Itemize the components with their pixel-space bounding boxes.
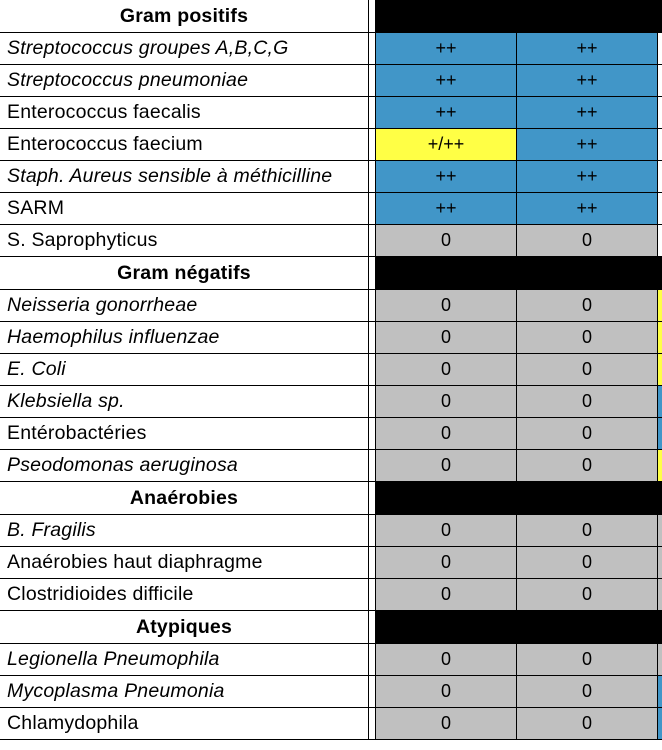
column-spacer: [369, 290, 376, 322]
column-spacer: [369, 225, 376, 257]
table-row: [0, 644, 662, 676]
table-row: [0, 450, 662, 482]
header-fill-cell-3[interactable]: [658, 257, 662, 290]
activity-cell-col2[interactable]: 0: [517, 290, 658, 322]
activity-cell-col3-partial[interactable]: [658, 33, 662, 65]
organism-name[interactable]: SARM: [0, 193, 369, 225]
column-spacer: [369, 322, 376, 354]
column-spacer: [369, 708, 376, 740]
activity-cell-col3-partial[interactable]: [658, 418, 662, 450]
column-spacer: [369, 611, 376, 644]
table-row: [0, 386, 662, 418]
section-title[interactable]: Gram négatifs: [0, 257, 369, 290]
column-spacer: [369, 547, 376, 579]
organism-name[interactable]: Enterococcus faecium: [0, 129, 369, 161]
activity-cell-col3-partial[interactable]: [658, 129, 662, 161]
table-row: [0, 579, 662, 611]
activity-cell-col3-partial[interactable]: [658, 708, 662, 740]
organism-name[interactable]: Neisseria gonorrheae: [0, 290, 369, 322]
table-row: [0, 161, 662, 193]
organism-name[interactable]: Streptococcus groupes A,B,C,G: [0, 33, 369, 65]
table-row: [0, 547, 662, 579]
organism-name[interactable]: E. Coli: [0, 354, 369, 386]
organism-name[interactable]: Staph. Aureus sensible à méthicilline: [0, 161, 369, 193]
column-spacer: [369, 97, 376, 129]
activity-cell-col2[interactable]: 0: [517, 450, 658, 482]
table-row: [0, 129, 662, 161]
column-spacer: [369, 65, 376, 97]
header-fill-cell-2[interactable]: [517, 257, 658, 290]
activity-cell-col2[interactable]: 0: [517, 676, 658, 708]
section-title[interactable]: Atypiques: [0, 611, 369, 644]
activity-cell-col3-partial[interactable]: [658, 579, 662, 611]
activity-cell-col2[interactable]: 0: [517, 708, 658, 740]
activity-cell-col1[interactable]: ++: [376, 193, 517, 225]
header-fill-cell-2[interactable]: [517, 0, 658, 33]
table-row: [0, 193, 662, 225]
column-spacer: [369, 450, 376, 482]
column-spacer: [369, 354, 376, 386]
activity-cell-col3-partial[interactable]: [658, 225, 662, 257]
activity-cell-col1[interactable]: 0: [376, 676, 517, 708]
header-fill-cell-1[interactable]: [376, 257, 517, 290]
table-row: [0, 418, 662, 450]
column-spacer: [369, 161, 376, 193]
organism-name[interactable]: Klebsiella sp.: [0, 386, 369, 418]
section-header-row: [0, 482, 662, 515]
activity-cell-col2[interactable]: 0: [517, 386, 658, 418]
header-fill-cell-3[interactable]: [658, 0, 662, 33]
organism-name[interactable]: Clostridioides difficile: [0, 579, 369, 611]
organism-name[interactable]: B. Fragilis: [0, 515, 369, 547]
organism-name[interactable]: Mycoplasma Pneumonia: [0, 676, 369, 708]
section-header-row: [0, 257, 662, 290]
column-spacer: [369, 386, 376, 418]
activity-cell-col2[interactable]: 0: [517, 547, 658, 579]
activity-cell-col2[interactable]: ++: [517, 129, 658, 161]
column-spacer: [369, 129, 376, 161]
activity-cell-col1[interactable]: ++: [376, 97, 517, 129]
activity-cell-col1[interactable]: 0: [376, 290, 517, 322]
table-row: [0, 708, 662, 740]
organism-name[interactable]: Streptococcus pneumoniae: [0, 65, 369, 97]
organism-name[interactable]: Anaérobies haut diaphragme: [0, 547, 369, 579]
table-row: [0, 290, 662, 322]
activity-cell-col1[interactable]: ++: [376, 65, 517, 97]
section-header-row: [0, 611, 662, 644]
activity-cell-col1[interactable]: 0: [376, 386, 517, 418]
organism-name[interactable]: S. Saprophyticus: [0, 225, 369, 257]
activity-cell-col2[interactable]: 0: [517, 225, 658, 257]
activity-cell-col2[interactable]: ++: [517, 193, 658, 225]
activity-cell-col3-partial[interactable]: [658, 644, 662, 676]
activity-cell-col3-partial[interactable]: [658, 290, 662, 322]
column-spacer: [369, 579, 376, 611]
activity-cell-col2[interactable]: 0: [517, 354, 658, 386]
header-fill-cell-2[interactable]: [517, 482, 658, 515]
section-header-row: [0, 0, 662, 33]
activity-cell-col3-partial[interactable]: [658, 193, 662, 225]
column-spacer: [369, 418, 376, 450]
table-row: [0, 33, 662, 65]
activity-cell-col3-partial[interactable]: [658, 676, 662, 708]
column-spacer: [369, 676, 376, 708]
header-fill-cell-1[interactable]: [376, 611, 517, 644]
activity-cell-col2[interactable]: 0: [517, 418, 658, 450]
organism-name[interactable]: Enterococcus faecalis: [0, 97, 369, 129]
organism-name[interactable]: Pseodomonas aeruginosa: [0, 450, 369, 482]
activity-cell-col3-partial[interactable]: [658, 515, 662, 547]
activity-cell-col1[interactable]: 0: [376, 644, 517, 676]
activity-cell-col3-partial[interactable]: [658, 386, 662, 418]
organism-name[interactable]: Legionella Pneumophila: [0, 644, 369, 676]
activity-cell-col1[interactable]: 0: [376, 322, 517, 354]
column-spacer: [369, 515, 376, 547]
organism-name[interactable]: Entérobactéries: [0, 418, 369, 450]
activity-cell-col1[interactable]: 0: [376, 547, 517, 579]
activity-cell-col1[interactable]: 0: [376, 418, 517, 450]
activity-cell-col1[interactable]: 0: [376, 579, 517, 611]
table-row: [0, 322, 662, 354]
header-fill-cell-3[interactable]: [658, 482, 662, 515]
table-row: [0, 97, 662, 129]
activity-cell-col1[interactable]: 0: [376, 450, 517, 482]
table-row: [0, 676, 662, 708]
section-title[interactable]: Anaérobies: [0, 482, 369, 515]
activity-cell-col3-partial[interactable]: [658, 97, 662, 129]
activity-cell-col1[interactable]: +/++: [376, 129, 517, 161]
activity-cell-col2[interactable]: 0: [517, 579, 658, 611]
table-row: [0, 515, 662, 547]
column-spacer: [369, 482, 376, 515]
activity-cell-col3-partial[interactable]: [658, 547, 662, 579]
activity-cell-col2[interactable]: 0: [517, 322, 658, 354]
activity-cell-col2[interactable]: ++: [517, 161, 658, 193]
activity-cell-col1[interactable]: 0: [376, 354, 517, 386]
table-row: [0, 65, 662, 97]
column-spacer: [369, 193, 376, 225]
organism-name[interactable]: Chlamydophila: [0, 708, 369, 740]
activity-cell-col1[interactable]: 0: [376, 708, 517, 740]
activity-cell-col3-partial[interactable]: [658, 161, 662, 193]
header-fill-cell-3[interactable]: [658, 611, 662, 644]
column-spacer: [369, 33, 376, 65]
header-fill-cell-1[interactable]: [376, 482, 517, 515]
column-spacer: [369, 644, 376, 676]
activity-cell-col2[interactable]: 0: [517, 515, 658, 547]
activity-cell-col2[interactable]: ++: [517, 65, 658, 97]
column-spacer: [369, 0, 376, 33]
activity-cell-col3-partial[interactable]: [658, 354, 662, 386]
table-row: [0, 225, 662, 257]
activity-cell-col3-partial[interactable]: [658, 65, 662, 97]
activity-cell-col1[interactable]: ++: [376, 161, 517, 193]
table-row: [0, 354, 662, 386]
header-fill-cell-2[interactable]: [517, 611, 658, 644]
organism-name[interactable]: Haemophilus influenzae: [0, 322, 369, 354]
activity-cell-col2[interactable]: 0: [517, 644, 658, 676]
activity-cell-col1[interactable]: 0: [376, 225, 517, 257]
activity-cell-col3-partial[interactable]: [658, 322, 662, 354]
section-title[interactable]: Gram positifs: [0, 0, 369, 33]
activity-cell-col1[interactable]: 0: [376, 515, 517, 547]
activity-cell-col1[interactable]: ++: [376, 33, 517, 65]
activity-cell-col2[interactable]: ++: [517, 97, 658, 129]
activity-cell-col3-partial[interactable]: [658, 450, 662, 482]
header-fill-cell-1[interactable]: [376, 0, 517, 33]
column-spacer: [369, 257, 376, 290]
activity-cell-col2[interactable]: ++: [517, 33, 658, 65]
